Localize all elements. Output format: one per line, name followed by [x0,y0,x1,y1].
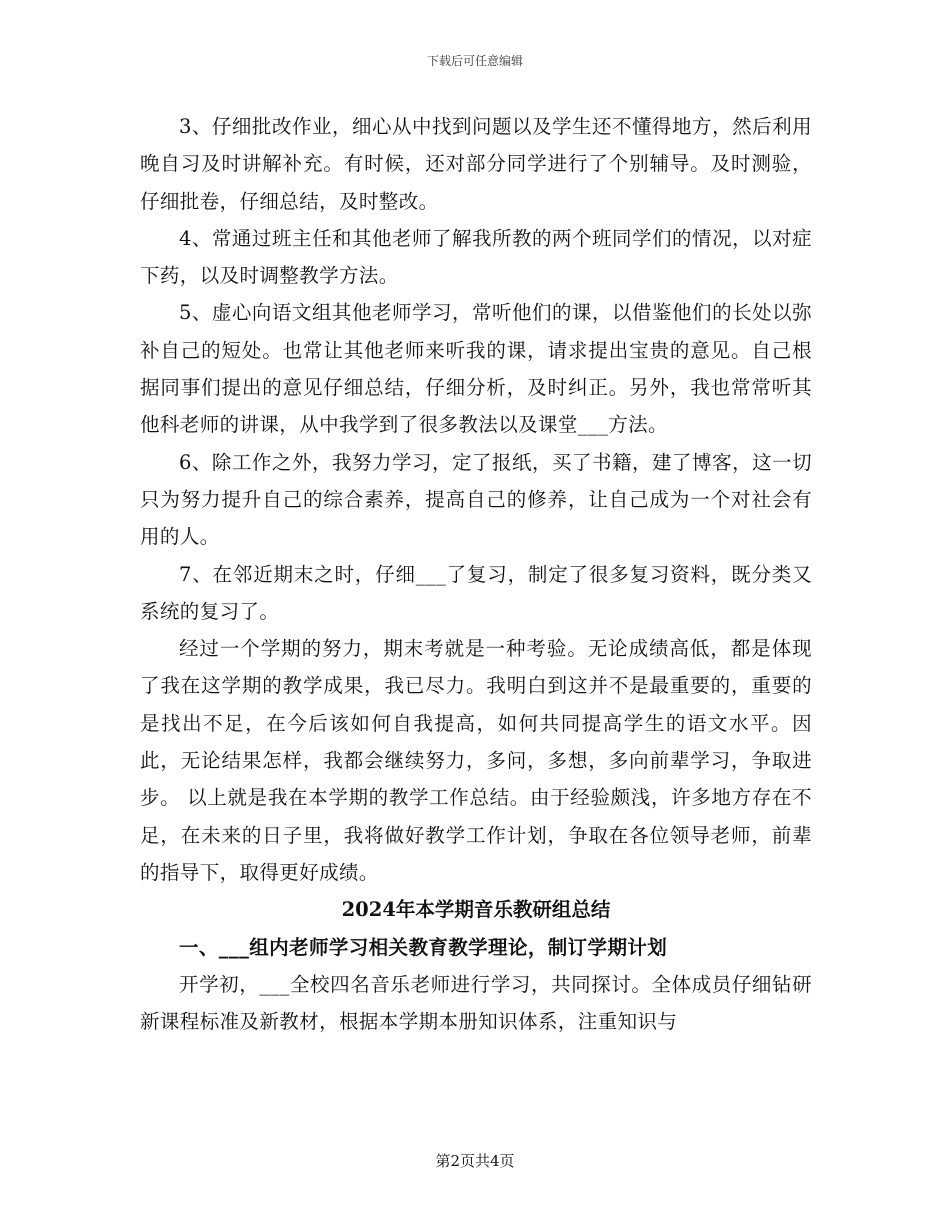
paragraph-3: 3、仔细批改作业，细心从中找到问题以及学生还不懂得地方，然后利用晚自习及时讲解补充。有时候，还对部分同学进行了个别辅导。及时测验，仔细批卷，仔细总结，及时整改。 [140,115,812,213]
section-paragraph: 开学初，___全校四名音乐老师进行学习，共同探讨。全体成员仔细钻研新课程标准及新教材，根据本学期本册知识体系，注重知识与 [140,972,812,1034]
paragraph-4: 4、常通过班主任和其他老师了解我所教的两个班同学们的情况，以对症下药，以及时调整教学方法。 [140,226,812,288]
section-subtitle: 一、___组内老师学习相关教育教学理论，制订学期计划 [179,935,668,959]
page-header: 下载后可任意编辑 [426,54,523,68]
paragraph-6: 6、除工作之外，我努力学习，定了报纸，买了书籍，建了博客，这一切只为努力提升自己的综合素养，提高自己的修养，让自己成为一个对社会有用的人。 [140,450,812,549]
page-footer: 第2页共4页 [435,1152,515,1170]
paragraph-5: 5、虚心向语文组其他老师学习，常听他们的课，以借鉴他们的长处以弥补自己的短处。也常让其他老师来听我的课，请求提出宝贵的意见。自己根据同事们提出的意见仔细总结，仔细分析，及时纠正。另外，我也常常听其他科老师的讲课，从中我学到了很多教法以及课堂___方法。 [140,301,812,437]
paragraph-7: 7、在邻近期末之时，仔细___了复习，制定了很多复习资料，既分类又系统的复习了。 [140,562,812,623]
paragraph-conclusion: 经过一个学期的努力，期末考就是一种考验。无论成绩高低，都是体现了我在这学期的教学成果，我已尽力。我明白到这并不是最重要的，重要的是找出不足，在今后该如何自我提高，如何共同提高学生的语文水平。因此，无论结果怎样，我都会继续努力，多问，多想，多向前辈学习，争取进步。 以上就是我在本学期的教学工作总结。由于经验颇浅，许多地方存在不足，在未来的日子里，我将做好教学工作计划，争取在各位领导老师，前辈的指导下，取得更好成绩。 [140,637,812,884]
document-body [140,108,812,1040]
section-title: 2024年本学期音乐教研组总结 [341,898,611,922]
